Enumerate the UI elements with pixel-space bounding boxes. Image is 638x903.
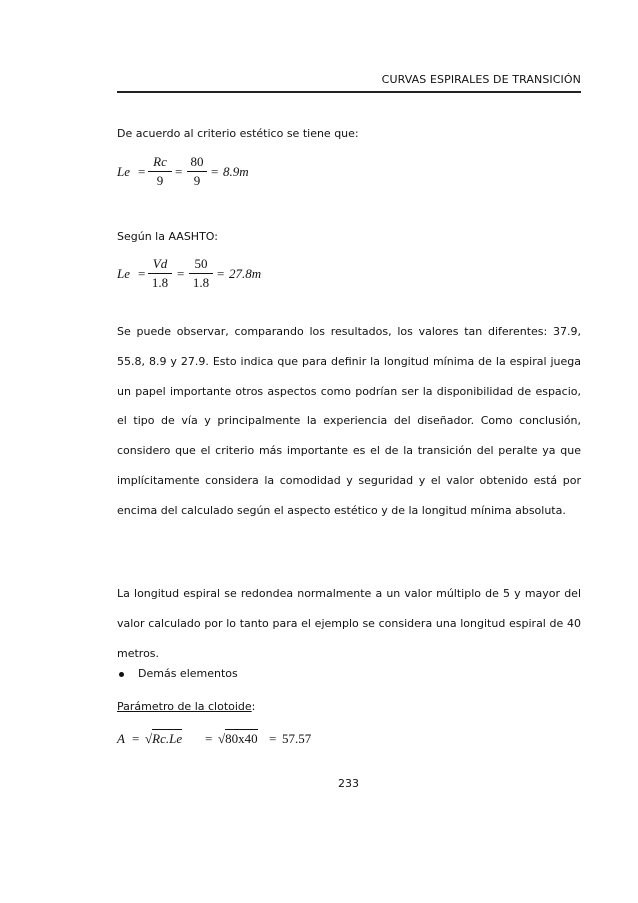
aashto-intro: Según la AASHTO: bbox=[117, 230, 218, 243]
bullet-item bbox=[117, 667, 238, 680]
fraction-50-1-8 bbox=[189, 256, 213, 291]
numerator: Rc bbox=[148, 154, 172, 172]
formula-result: 8.9m bbox=[223, 164, 249, 179]
equals-sign: = bbox=[177, 266, 185, 281]
heading-text: Parámetro de la clotoide bbox=[117, 700, 252, 713]
formula-lhs: A bbox=[117, 731, 125, 746]
equals-sign: = bbox=[138, 164, 146, 179]
denominator: 1.8 bbox=[151, 275, 169, 290]
numerator: Vd bbox=[148, 256, 172, 274]
clothoid-formula bbox=[117, 731, 357, 751]
denominator: 1.8 bbox=[192, 275, 210, 290]
fraction-80-9 bbox=[187, 154, 207, 189]
bullet-label: Demás elementos bbox=[138, 667, 238, 680]
equals-sign: = bbox=[269, 731, 277, 746]
formula-result: 57.57 bbox=[282, 731, 312, 746]
radicand: Rc.Le bbox=[152, 731, 183, 746]
sqrt-rc-le: √Rc.Le bbox=[145, 731, 183, 746]
equals-sign: = bbox=[211, 164, 219, 179]
aashto-formula bbox=[117, 256, 337, 292]
formula-lhs: Le bbox=[117, 266, 130, 281]
clothoid-parameter-heading bbox=[117, 700, 255, 713]
page-number: 233 bbox=[338, 777, 359, 790]
fraction-vd-1-8 bbox=[148, 256, 172, 291]
heading-colon: : bbox=[251, 700, 256, 713]
numerator: 80 bbox=[187, 154, 207, 172]
denominator: 9 bbox=[193, 173, 201, 188]
denominator: 9 bbox=[156, 173, 164, 188]
sqrt-80x40: √80x40 bbox=[218, 731, 258, 746]
bullet-dot-icon bbox=[119, 672, 124, 677]
rounding-paragraph: La longitud espiral se redondea normalmente a un valor múltiplo de 5 y mayor del valor calculado por lo tanto para el ejemplo se considera una longitud espiral de 40 metros. bbox=[117, 587, 581, 660]
fraction-rc-9 bbox=[148, 154, 172, 189]
formula-result: 27.8m bbox=[229, 266, 262, 281]
equals-sign: = bbox=[138, 266, 146, 281]
aesthetic-formula bbox=[117, 154, 317, 190]
radicand: 80x40 bbox=[225, 731, 258, 746]
numerator: 50 bbox=[189, 256, 213, 274]
running-header: CURVAS ESPIRALES DE TRANSICIÓN bbox=[381, 73, 581, 86]
equals-sign: = bbox=[205, 731, 213, 746]
equals-sign: = bbox=[217, 266, 225, 281]
equals-sign: = bbox=[132, 731, 140, 746]
header-rule bbox=[117, 91, 581, 93]
equals-sign: = bbox=[175, 164, 183, 179]
comparison-paragraph: Se puede observar, comparando los resultados, los valores tan diferentes: 37.9, 55.8, 8.9 y 27.9. Esto indica que para definir la longitud mínima de la espiral juega un papel importante otros aspectos como podrían ser la disponibilidad de espacio, el tipo de vía y principalmente la experiencia del diseñador. Como conclusión, considero que el criterio más importante es el de la transición del peralte ya que implícitamente considera la comodidad y seguridad y el valor obtenido está por encima del calculado según el aspecto estético y de la longitud mínima absoluta. bbox=[117, 325, 581, 517]
aesthetic-criterion-intro: De acuerdo al criterio estético se tiene que: bbox=[117, 127, 359, 140]
formula-lhs: Le bbox=[117, 164, 130, 179]
